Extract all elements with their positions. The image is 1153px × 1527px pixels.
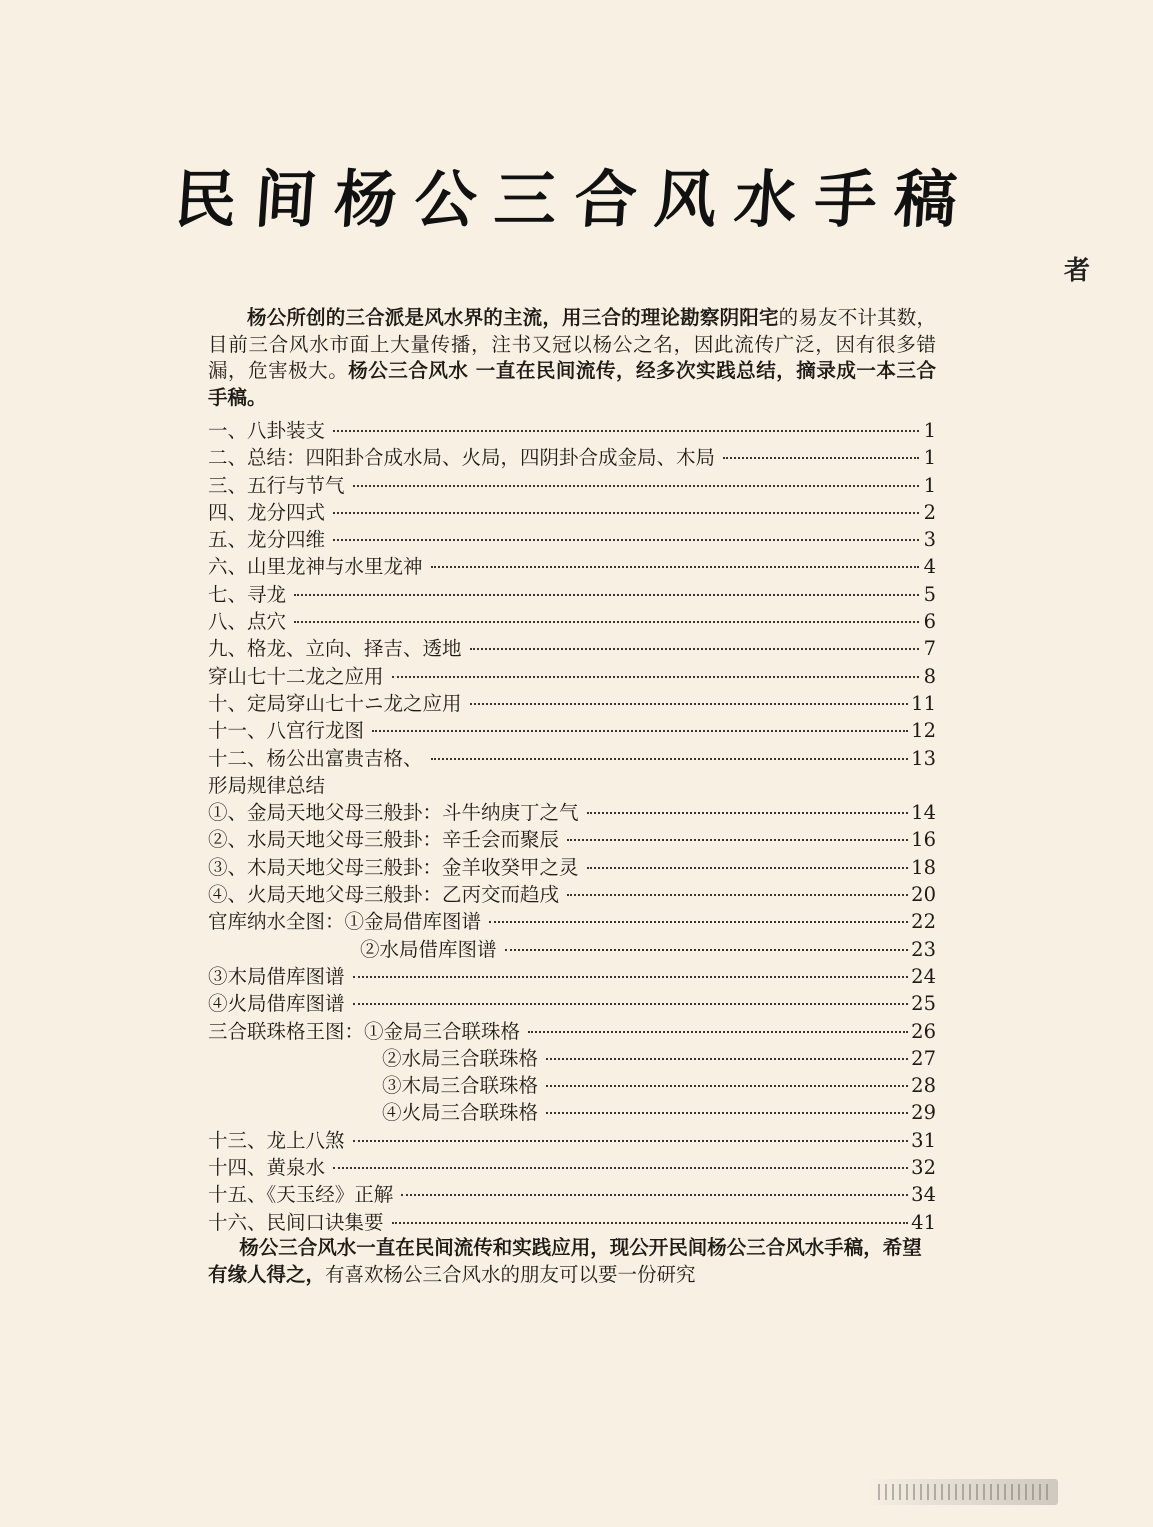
toc-page-number: 20	[911, 883, 936, 907]
scroll-grip-icon	[878, 1484, 1048, 1500]
toc-dot-leader	[546, 1112, 908, 1114]
toc-page-number: 12	[911, 719, 936, 743]
toc-dot-leader	[333, 539, 919, 541]
toc-entry[interactable]	[208, 852, 936, 879]
toc-page-number: 41	[911, 1210, 936, 1234]
toc-entry-label: 三、五行与节气	[208, 473, 345, 497]
toc-page-number: 28	[911, 1074, 936, 1098]
toc-dot-leader	[546, 1058, 908, 1060]
toc-dot-leader	[401, 1194, 908, 1196]
toc-dot-leader	[333, 1167, 908, 1169]
toc-entry[interactable]	[208, 934, 936, 961]
toc-dot-leader	[505, 949, 909, 951]
toc-page-number: 4	[923, 555, 936, 579]
toc-entry-label: 官库纳水全图：①金局借库图谱	[208, 910, 482, 934]
toc-entry[interactable]	[208, 415, 936, 442]
toc-entry[interactable]	[208, 797, 936, 824]
toc-entry-label: ②、水局天地父母三般卦：辛壬会而聚辰	[208, 828, 560, 852]
toc-entry[interactable]	[208, 1207, 936, 1234]
toc-page-number: 8	[923, 664, 936, 688]
toc-entry[interactable]	[208, 1043, 936, 1070]
toc-dot-leader	[294, 594, 919, 596]
toc-entry-label: ①、金局天地父母三般卦：斗牛纳庚丁之气	[208, 801, 579, 825]
intro-paragraph	[208, 305, 936, 411]
toc-entry[interactable]	[208, 824, 936, 851]
toc-page-number: 29	[911, 1101, 936, 1125]
toc-entry[interactable]	[208, 1070, 936, 1097]
toc-page-number: 1	[923, 419, 936, 442]
toc-dot-leader	[353, 1003, 909, 1005]
toc-page-number: 25	[911, 992, 936, 1016]
toc-dot-leader	[546, 1085, 908, 1087]
outro-bold-text: 杨公三合风水一直在民间流传和实践应用，现公开民间杨公三合风水手稿，希望有缘人得之，	[208, 1235, 922, 1286]
toc-entry[interactable]	[208, 551, 936, 578]
toc-dot-leader	[353, 1140, 909, 1142]
intro-bold-text-2: 杨公三合风水 一直在民间流传，经多次实践总结，摘录成一本三合手稿。	[208, 359, 936, 409]
toc-page-number: 16	[911, 828, 936, 852]
toc-entry-label: ③木局借库图谱	[208, 964, 345, 988]
toc-entry-label: ③木局三合联珠格	[382, 1074, 539, 1098]
toc-entry-label: 穿山七十二龙之应用	[208, 664, 384, 688]
toc-entry-label: 九、格龙、立向、择吉、透地	[208, 637, 462, 661]
toc-dot-leader	[489, 921, 908, 923]
toc-entry[interactable]	[208, 579, 936, 606]
toc-dot-leader	[392, 1222, 909, 1224]
toc-entry-label: ④、火局天地父母三般卦：乙丙交而趋戌	[208, 883, 560, 907]
toc-dot-leader	[333, 430, 919, 432]
toc-dot-leader	[431, 758, 909, 760]
toc-entry[interactable]	[208, 688, 936, 715]
toc-dot-leader	[723, 457, 919, 459]
toc-entry-label: ②水局借库图谱	[360, 937, 497, 961]
toc-entry[interactable]	[208, 470, 936, 497]
toc-entry[interactable]	[208, 1125, 936, 1152]
toc-page-number: 11	[911, 691, 936, 715]
toc-entry-label: 十、定局穿山七十ニ龙之应用	[208, 691, 462, 715]
toc-dot-leader	[567, 839, 908, 841]
toc-entry-label: 十四、黄泉水	[208, 1156, 326, 1180]
toc-entry[interactable]	[208, 524, 936, 551]
toc-entry[interactable]	[208, 961, 936, 988]
toc-entry-label: ②水局三合联珠格	[382, 1046, 539, 1070]
toc-page-number: 32	[911, 1156, 936, 1180]
toc-page-number: 1	[923, 473, 936, 497]
toc-entry-label: 八、点穴	[208, 610, 287, 634]
toc-entry-label: 十六、民间口诀集要	[208, 1210, 384, 1234]
toc-entry-label: 七、寻龙	[208, 582, 287, 606]
toc-dot-leader	[431, 566, 919, 568]
toc-entry[interactable]	[208, 1016, 936, 1043]
toc-dot-leader	[470, 703, 909, 705]
toc-dot-leader	[567, 894, 908, 896]
toc-dot-leader	[470, 648, 919, 650]
toc-entry[interactable]	[208, 1179, 936, 1206]
outro-paragraph	[208, 1234, 936, 1288]
toc-entry-label: ④火局借库图谱	[208, 992, 345, 1016]
toc-entry-label: 一、八卦装支	[208, 419, 326, 442]
toc-page-number: 26	[911, 1019, 936, 1043]
toc-entry[interactable]	[208, 606, 936, 633]
toc-entry-label: 十三、龙上八煞	[208, 1128, 345, 1152]
cropped-edge-text: 者	[1063, 256, 1090, 286]
toc-page-number: 31	[911, 1128, 936, 1152]
toc-dot-leader	[392, 676, 919, 678]
toc-entry-label: 五、龙分四维	[208, 528, 326, 552]
toc-dot-leader	[587, 812, 909, 814]
toc-entry[interactable]	[208, 770, 936, 797]
toc-entry-label: ③、木局天地父母三般卦：金羊收癸甲之灵	[208, 855, 579, 879]
toc-entry[interactable]	[208, 715, 936, 742]
toc-page-number: 24	[911, 964, 936, 988]
toc-page-number: 2	[923, 500, 936, 524]
toc-entry[interactable]	[208, 661, 936, 688]
toc-dot-leader	[372, 730, 908, 732]
toc-page-number: 18	[911, 855, 936, 879]
toc-entry[interactable]	[208, 988, 936, 1015]
toc-entry[interactable]	[208, 1152, 936, 1179]
toc-dot-leader	[353, 485, 919, 487]
intro-bold-text-1: 杨公所创的三合派是风水界的主流，用三合的理论勘察阴阳宅	[247, 306, 779, 329]
toc-dot-leader	[587, 867, 909, 869]
toc-entry-label: 三合联珠格王图：①金局三合联珠格	[208, 1019, 521, 1043]
toc-entry[interactable]	[208, 633, 936, 660]
toc-entry-label: 十二、杨公出富贵吉格、	[208, 746, 423, 770]
toc-entry-label: 十五、《天玉经》正解	[208, 1183, 394, 1207]
outro-normal-text: 有喜欢杨公三合风水的朋友可以要一份研究	[325, 1262, 696, 1286]
toc-page-number: 14	[911, 801, 936, 825]
toc-entry-label: 十一、八宫行龙图	[208, 719, 365, 743]
toc-entry[interactable]	[208, 1097, 936, 1124]
toc-entry-label: 四、龙分四式	[208, 500, 326, 524]
toc-dot-leader	[353, 976, 909, 978]
toc-page-number: 27	[911, 1046, 936, 1070]
toc-entry[interactable]	[208, 442, 936, 469]
scroll-indicator[interactable]	[858, 1477, 1058, 1505]
toc-dot-leader	[528, 1031, 908, 1033]
toc-page-number: 22	[911, 910, 936, 934]
toc-entry[interactable]	[208, 906, 936, 933]
toc-page-number: 34	[911, 1183, 936, 1207]
document-body	[208, 305, 936, 1288]
toc-page-number: 5	[923, 582, 936, 606]
toc-page-number: 23	[911, 937, 936, 961]
toc-entry-label: ④火局三合联珠格	[382, 1101, 539, 1125]
intro-normal-text-1: 的易友不计其数，目前三合风水市面上大量传播，注书又冠以杨公之名，因此流传广泛，因有很多错漏，危害极大。	[208, 306, 936, 382]
toc-page-number: 6	[923, 610, 936, 634]
toc-page-number: 3	[923, 528, 936, 552]
table-of-contents	[208, 415, 936, 1234]
toc-page-number: 13	[911, 746, 936, 770]
toc-entry[interactable]	[208, 743, 936, 770]
toc-dot-leader	[333, 512, 919, 514]
toc-entry-label: 二、总结：四阳卦合成水局、火局，四阴卦合成金局、木局	[208, 446, 716, 470]
toc-entry-label: 形局规律总结	[208, 773, 326, 797]
page-title: 民间杨公三合风水手稿	[172, 163, 978, 236]
toc-dot-leader	[294, 621, 919, 623]
toc-entry[interactable]	[208, 879, 936, 906]
toc-entry[interactable]	[208, 497, 936, 524]
toc-page-number: 7	[923, 637, 936, 661]
toc-entry-label: 六、山里龙神与水里龙神	[208, 555, 423, 579]
toc-page-number: 1	[923, 446, 936, 470]
